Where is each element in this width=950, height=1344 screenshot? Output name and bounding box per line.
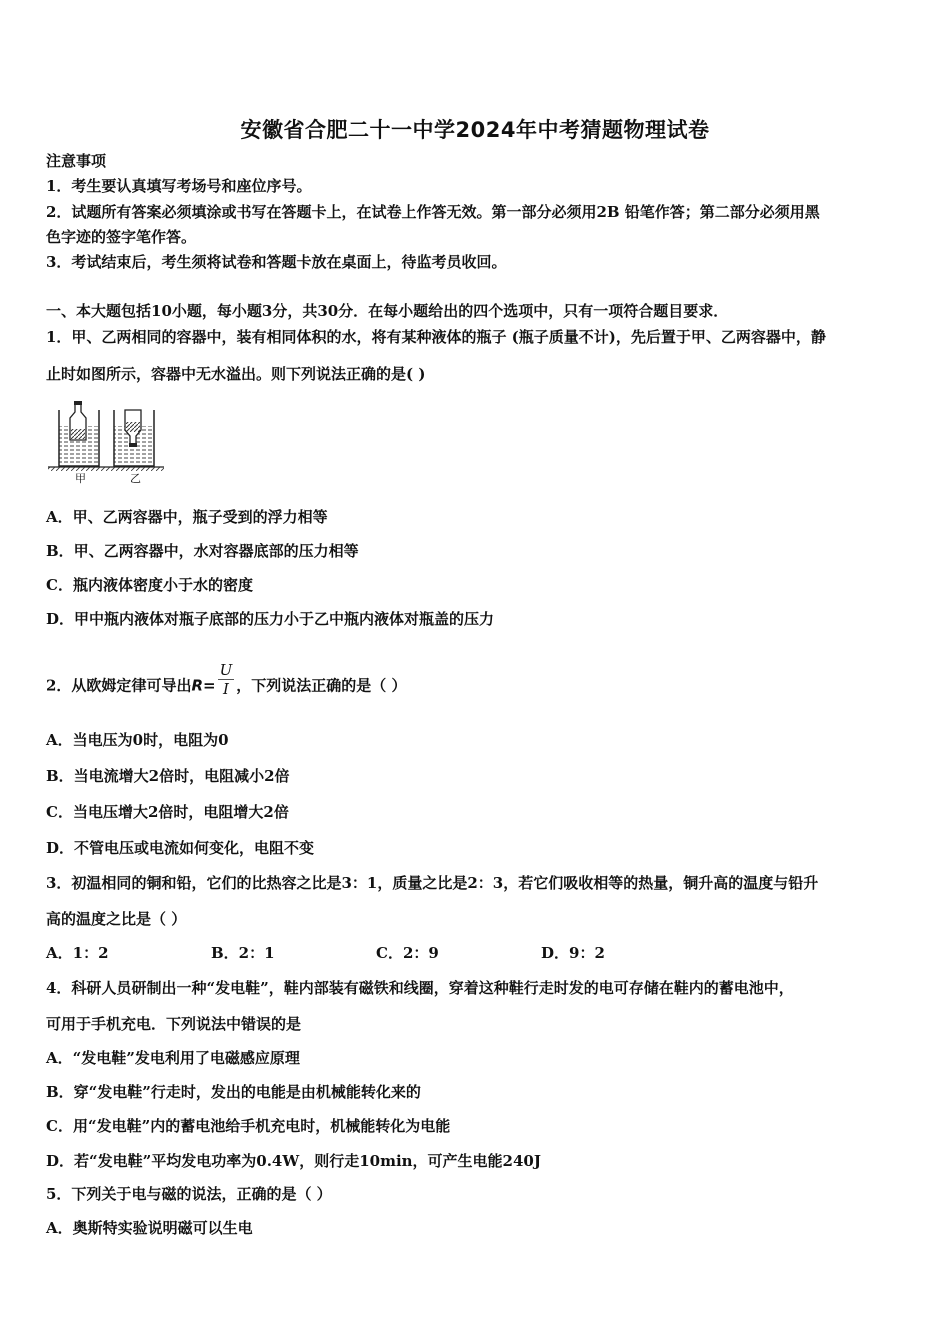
question-stem: 5．下列关于电与磁的说法，正确的是（ ） — [46, 1185, 332, 1203]
question-stem: 4．科研人员研制出一种“发电鞋”，鞋内部装有磁铁和线圈，穿着这种鞋行走时发的电可存储在鞋内的蓄电池中， — [46, 979, 794, 997]
bottle-diagram — [46, 396, 166, 488]
notice-item: 色字迹的签字笔作答。 — [46, 228, 197, 246]
figure-label-jia: 甲 — [75, 472, 86, 485]
option: B．穿“发电鞋”行走时，发出的电能是由机械能转化来的 — [46, 1083, 421, 1101]
option: C．2：9 — [376, 944, 439, 962]
notice-item: 2．试题所有答案必须填涂或书写在答题卡上，在试卷上作答无效。第一部分必须用2B 铅笔作答；第二部分必须用黑 — [46, 203, 820, 221]
option: C．用“发电鞋”内的蓄电池给手机充电时，机械能转化为电能 — [46, 1117, 451, 1135]
stem-prefix: 2．从欧姆定律可导出 — [46, 676, 192, 695]
figure-label-yi: 乙 — [130, 472, 141, 485]
section-heading: 一、本大题包括10小题，每小题3分，共30分．在每小题给出的四个选项中，只有一项符合题目要求． — [46, 302, 729, 320]
ohm-fraction — [218, 661, 235, 698]
question-stem: 可用于手机充电．下列说法中错误的是 — [46, 1015, 302, 1033]
option: A．1：2 — [46, 944, 109, 962]
option: A．“发电鞋”发电利用了电磁感应原理 — [46, 1049, 300, 1067]
notice-item: 3．考试结束后，考生须将试卷和答题卡放在桌面上，待监考员收回。 — [46, 253, 507, 271]
option: D．甲中瓶内液体对瓶子底部的压力小于乙中瓶内液体对瓶盖的压力 — [46, 610, 495, 628]
option: A．奥斯特实验说明磁可以生电 — [46, 1219, 253, 1237]
stem-suffix: ，下列说法正确的是（ ） — [236, 676, 407, 695]
option: C．瓶内液体密度小于水的密度 — [46, 576, 253, 594]
option: B．2：1 — [211, 944, 275, 962]
question-stem: 1．甲、乙两相同的容器中，装有相同体积的水，将有某种液体的瓶子 (瓶子质量不计)，先后置于甲、乙两容器中，静 — [46, 328, 826, 346]
fraction-numerator: U — [219, 661, 233, 679]
option: D．若“发电鞋”平均发电功率为0.4W，则行走10min，可产生电能240J — [46, 1152, 541, 1170]
option-row — [46, 943, 706, 963]
notice-heading: 注意事项 — [46, 152, 107, 170]
r-symbol: R= — [191, 676, 216, 695]
question-stem — [46, 661, 407, 705]
notice-item: 1．考生要认真填写考场号和座位序号。 — [46, 177, 312, 195]
option: B．当电流增大2倍时，电阻减小2倍 — [46, 767, 290, 785]
option: C．当电压增大2倍时，电阻增大2倍 — [46, 803, 289, 821]
question-stem: 高的温度之比是（ ） — [46, 910, 187, 928]
container-yi — [114, 410, 154, 466]
option: A．当电压为0时，电阻为0 — [46, 731, 229, 749]
option: B．甲、乙两容器中，水对容器底部的压力相等 — [46, 542, 359, 560]
containers-figure — [46, 396, 166, 492]
option: D．9：2 — [541, 944, 605, 962]
question-stem: 止时如图所示，容器中无水溢出。则下列说法正确的是( ) — [46, 365, 426, 383]
option: A．甲、乙两容器中，瓶子受到的浮力相等 — [46, 508, 328, 526]
page-title: 安徽省合肥二十一中学2024年中考猜题物理试卷 — [240, 118, 710, 142]
container-jia — [59, 401, 99, 466]
fraction-denominator: I — [222, 680, 229, 698]
option: D．不管电压或电流如何变化，电阻不变 — [46, 839, 315, 857]
question-stem: 3．初温相同的铜和铅，它们的比热容之比是3：1，质量之比是2：3，若它们吸收相等的热量，铜升高的温度与铅升 — [46, 874, 819, 892]
